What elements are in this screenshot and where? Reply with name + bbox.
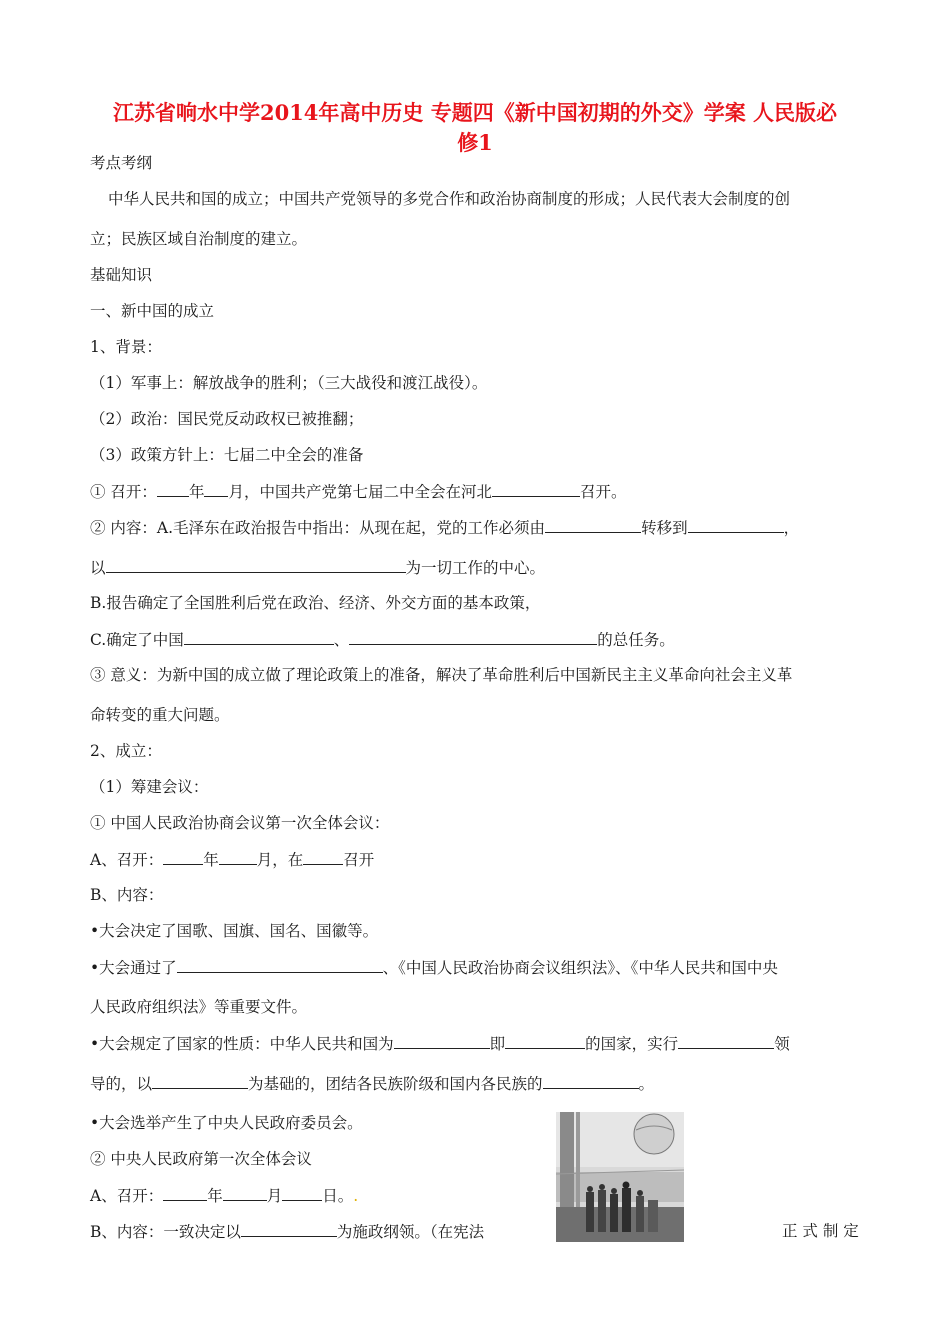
text: A、召开： — [90, 851, 164, 869]
cppcc-open-line — [90, 848, 374, 871]
founding-ceremony-illustration — [556, 1112, 684, 1242]
cppcc-content-heading: B、内容： — [90, 886, 164, 904]
text: 年 — [203, 851, 219, 869]
govt-meeting-heading: ② 中央人民政府第一次全体会议 — [90, 1150, 312, 1168]
fill-blank-document[interactable] — [177, 956, 383, 973]
fill-blank[interactable] — [394, 1032, 490, 1049]
fill-blank-task2[interactable] — [349, 628, 597, 645]
text: 年 — [188, 483, 205, 501]
fill-blank-program[interactable] — [241, 1220, 337, 1237]
plenum-significance-2: 命转变的重大问题。 — [90, 706, 230, 724]
fill-blank-to[interactable] — [688, 516, 784, 533]
text: 召开。 — [579, 483, 627, 501]
label: ① 召开： — [90, 483, 157, 501]
fill-blank-place[interactable] — [492, 480, 580, 497]
text: •大会规定了国家的性质：中华人民共和国为 — [90, 1035, 394, 1053]
text: 月，中国共产党第七届二中全会在河北 — [228, 483, 492, 501]
text: 。 — [638, 1075, 655, 1093]
jichu-heading: 基础知识 — [90, 266, 153, 284]
fill-blank-center[interactable] — [106, 556, 406, 573]
text: 的总任务。 — [597, 631, 675, 649]
document-title-line2: 修1 — [457, 130, 493, 155]
text: 即 — [489, 1035, 506, 1053]
govt-open-line — [90, 1184, 358, 1207]
bullet-state-nature-cont — [90, 1072, 654, 1095]
text: B、内容：一致决定以 — [90, 1223, 241, 1241]
fill-blank-month[interactable] — [204, 480, 228, 497]
document-title-line1: 江苏省响水中学2014年高中历史 专题四《新中国初期的外交》学案 人民版必 — [112, 100, 838, 125]
fill-blank-place[interactable] — [303, 848, 343, 865]
fill-blank[interactable] — [505, 1032, 585, 1049]
fill-blank-task1[interactable] — [184, 628, 334, 645]
text: 年 — [207, 1187, 223, 1205]
fill-blank[interactable] — [152, 1072, 248, 1089]
fill-blank-month[interactable] — [223, 1184, 267, 1201]
text: •大会通过了 — [90, 959, 177, 977]
fill-blank-year[interactable] — [157, 480, 189, 497]
fill-blank-day[interactable] — [282, 1184, 322, 1201]
fill-blank-year[interactable] — [163, 848, 203, 865]
kaodian-text-2: 立；民族区域自治制度的建立。 — [90, 230, 308, 248]
text: 为施政纲领。（在宪法 — [336, 1223, 485, 1241]
text: 为基础的，团结各民族阶级和国内各民族的 — [248, 1075, 543, 1093]
text: 月 — [266, 1187, 283, 1205]
fill-blank-month[interactable] — [219, 848, 257, 865]
fill-blank[interactable] — [678, 1032, 774, 1049]
plenum-content-line2 — [90, 556, 545, 579]
plenum-content-B: B.报告确定了全国胜利后党在政治、经济、外交方面的基本政策， — [90, 594, 541, 612]
text: 日。 — [322, 1187, 354, 1205]
text: 为一切工作的中心。 — [405, 559, 546, 577]
plenum-content-line — [90, 516, 799, 539]
text: 的国家，实行 — [585, 1035, 679, 1053]
fill-blank-from[interactable] — [545, 516, 641, 533]
bullet-documents-cont: 人民政府组织法》等重要文件。 — [90, 998, 308, 1016]
text: 、 — [333, 631, 350, 649]
founding-ceremony-photo — [556, 1112, 684, 1242]
govt-content-continued: 正 式 制 定 — [782, 1222, 859, 1240]
background-policy: （3）政策方针上：七届二中全会的准备 — [90, 446, 364, 464]
plenum-significance-1: ③ 意义：为新中国的成立做了理论政策上的准备，解决了革命胜利后中国新民主主义革命向社会主义革 — [90, 666, 793, 684]
text: 以 — [90, 559, 106, 577]
text: 导的，以 — [90, 1075, 153, 1093]
yellow-dot: . — [353, 1187, 359, 1205]
bullet-committee: •大会选举产生了中央人民政府委员会。 — [90, 1114, 363, 1132]
section1-heading: 一、新中国的成立 — [90, 302, 215, 320]
text: 召开 — [343, 851, 375, 869]
text: A、召开： — [90, 1187, 164, 1205]
background-heading: 1、背景： — [90, 338, 162, 356]
text: C.确定了中国 — [90, 631, 184, 649]
bullet-documents — [90, 956, 778, 979]
kaodian-heading: 考点考纲 — [90, 154, 153, 172]
founding-heading: 2、成立： — [90, 742, 162, 760]
background-politics: （2）政治：国民党反动政权已被推翻； — [90, 410, 364, 428]
fill-blank[interactable] — [543, 1072, 639, 1089]
cppcc-heading: ① 中国人民政治协商会议第一次全体会议： — [90, 814, 390, 832]
bullet-state-nature — [90, 1032, 790, 1055]
text: 、《中国人民政治协商会议组织法》、《中华人民共和国中央 — [382, 959, 778, 977]
plenum-open-line — [90, 480, 626, 503]
bullet-anthem-flag: •大会决定了国歌、国旗、国名、国徽等。 — [90, 922, 379, 940]
govt-content-line — [90, 1220, 484, 1243]
text: 领 — [774, 1035, 790, 1053]
plenum-content-C — [90, 628, 675, 651]
preparatory-heading: （1）筹建会议： — [90, 778, 209, 796]
fill-blank-year[interactable] — [163, 1184, 207, 1201]
text: ② 内容：A.毛泽东在政治报告中指出：从现在起，党的工作必须由 — [90, 519, 546, 537]
text: 转移到 — [641, 519, 688, 537]
kaodian-text-1: 中华人民共和国的成立；中国共产党领导的多党合作和政治协商制度的形成；人民代表大会制度的创 — [108, 190, 791, 208]
text: 月，在 — [256, 851, 304, 869]
background-military: （1）军事上：解放战争的胜利；（三大战役和渡江战役）。 — [90, 374, 488, 392]
text: ， — [783, 519, 800, 537]
